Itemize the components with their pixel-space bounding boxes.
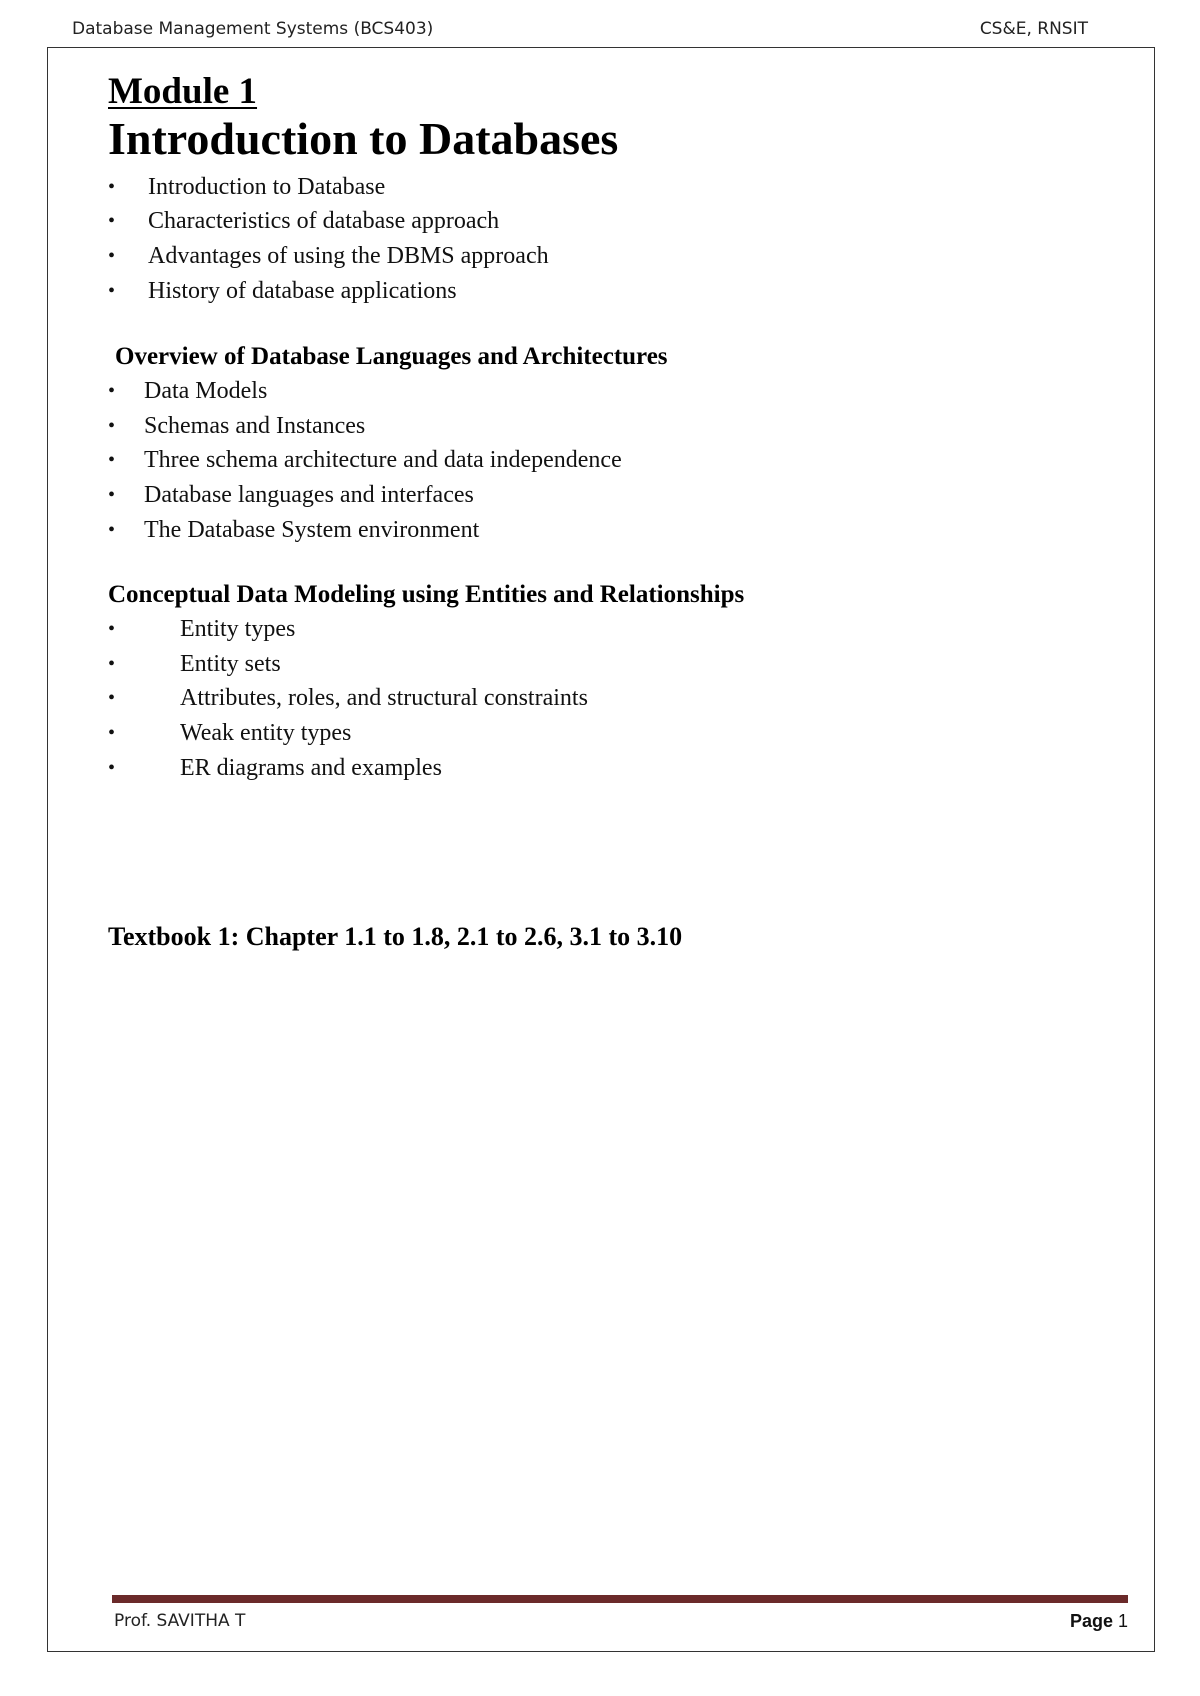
page-footer bbox=[114, 1608, 1128, 1634]
author-name: Prof. SAVITHA T bbox=[114, 1611, 246, 1631]
list-item bbox=[108, 751, 1108, 786]
footer-divider bbox=[112, 1595, 1128, 1603]
intro-topic-list bbox=[108, 170, 1108, 309]
list-item bbox=[108, 647, 1108, 682]
list-item-text: Characteristics of database approach bbox=[148, 208, 500, 235]
list-item bbox=[108, 513, 1108, 548]
bullet-icon: • bbox=[108, 175, 116, 198]
list-item-text: ER diagrams and examples bbox=[180, 754, 442, 781]
list-item-text: Advantages of using the DBMS approach bbox=[148, 243, 549, 270]
running-header bbox=[72, 16, 1088, 42]
list-item bbox=[108, 443, 1108, 478]
course-title: Database Management Systems (BCS403) bbox=[72, 19, 434, 39]
bullet-icon: • bbox=[108, 414, 116, 437]
overview-list bbox=[108, 374, 1108, 548]
page-title: Introduction to Databases bbox=[108, 112, 619, 164]
bullet-icon: • bbox=[108, 652, 116, 675]
bullet-icon: • bbox=[108, 484, 116, 507]
list-item bbox=[108, 274, 1108, 309]
bullet-icon: • bbox=[108, 210, 116, 233]
bullet-icon: • bbox=[108, 279, 116, 302]
list-item-text: Data Models bbox=[144, 377, 268, 404]
overview-heading: Overview of Database Languages and Architectures bbox=[115, 342, 668, 370]
module-label: Module 1 bbox=[108, 71, 258, 112]
bullet-icon: • bbox=[108, 687, 116, 710]
textbook-reference: Textbook 1: Chapter 1.1 to 1.8, 2.1 to 2.6, 3.1 to 3.10 bbox=[108, 922, 683, 951]
bullet-icon: • bbox=[108, 756, 116, 779]
list-item bbox=[108, 204, 1108, 239]
list-item bbox=[108, 478, 1108, 513]
list-item bbox=[108, 681, 1108, 716]
bullet-icon: • bbox=[108, 379, 116, 402]
bullet-icon: • bbox=[108, 617, 116, 640]
list-item bbox=[108, 374, 1108, 409]
list-item-text: History of database applications bbox=[148, 277, 457, 304]
list-item-text: Entity types bbox=[180, 615, 296, 642]
list-item-text: Three schema architecture and data independence bbox=[144, 447, 622, 474]
list-item-text: Database languages and interfaces bbox=[144, 482, 474, 509]
conceptual-heading: Conceptual Data Modeling using Entities and Relationships bbox=[108, 580, 745, 608]
list-item-text: Weak entity types bbox=[180, 720, 352, 747]
list-item bbox=[108, 716, 1108, 751]
list-item bbox=[108, 409, 1108, 444]
list-item bbox=[108, 612, 1108, 647]
list-item bbox=[108, 239, 1108, 274]
page-number: 1 bbox=[1117, 1610, 1128, 1631]
list-item-text: Attributes, roles, and structural constraints bbox=[180, 685, 588, 712]
list-item-text: The Database System environment bbox=[144, 516, 480, 543]
bullet-icon: • bbox=[108, 449, 116, 472]
department-label: CS&E, RNSIT bbox=[979, 19, 1088, 39]
list-item-text: Introduction to Database bbox=[148, 173, 386, 200]
page-indicator bbox=[1070, 1611, 1128, 1632]
list-item-text: Entity sets bbox=[180, 650, 281, 677]
conceptual-list bbox=[108, 612, 1108, 786]
bullet-icon: • bbox=[108, 245, 116, 268]
bullet-icon: • bbox=[108, 518, 116, 541]
list-item bbox=[108, 170, 1108, 205]
page-label: Page bbox=[1069, 1610, 1113, 1631]
list-item-text: Schemas and Instances bbox=[144, 412, 366, 439]
page-content bbox=[108, 72, 1108, 786]
bullet-icon: • bbox=[108, 722, 116, 745]
